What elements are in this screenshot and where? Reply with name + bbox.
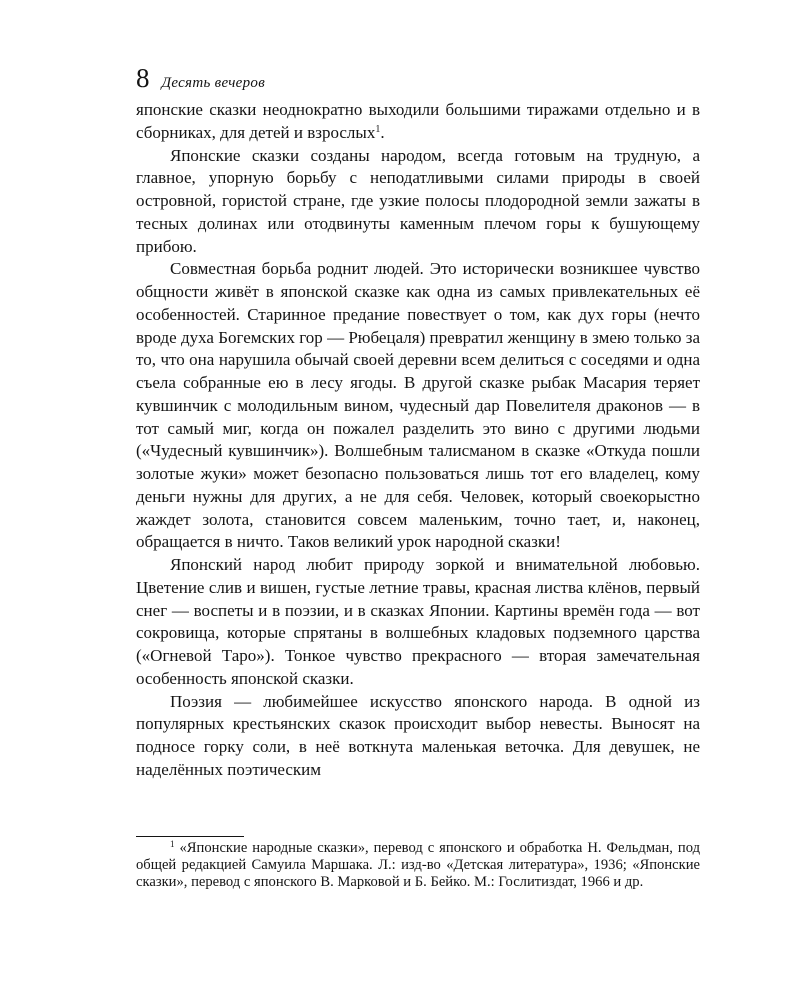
paragraph-4: Японский народ любит природу зоркой и внимательной любовью. Цветение слив и вишен, густые летние травы, красная листва клёнов, первый снег — воспеты и в поэзии, и в сказках Японии. Картины времён года — вот сокровища, которые спрятаны в волшебных кладовых подземного царства («Огневой Таро»). Тонкое чувство прекрасного — вторая замечательная особенность японской сказки. bbox=[136, 555, 700, 688]
paragraph-5: Поэзия — любимейшее искусство японского народа. В одной из популярных крестьянских сказок происходит выбор невесты. Выносят на подносе горку соли, в неё воткнута маленькая веточка. Для девушек, не наделённых поэтическим bbox=[136, 691, 700, 779]
paragraph-1-text: японские сказки неоднократно выходили большими тиражами отдельно и в сборниках, для детей и взрослых bbox=[136, 100, 700, 142]
footnote-divider bbox=[136, 836, 244, 837]
paragraph-1-end: . bbox=[380, 122, 385, 142]
footnote-text: «Японские народные сказки», перевод с японского и обработка Н. Фельдман, под общей редакцией Самуила Маршака. Л.: изд-во «Детская литература», 1936; «Японские сказки», перевод с японского В. Марковой и Б. Бейко. М.: Гослитиздат, 1966 и др. bbox=[136, 840, 700, 891]
page-header bbox=[136, 62, 700, 94]
footnote-number: 1 bbox=[170, 839, 175, 849]
body-text bbox=[136, 99, 700, 782]
footnote bbox=[136, 840, 700, 892]
paragraph-3: Совместная борьба роднит людей. Это исторически возникшее чувство общности живёт в японской сказке как одна из самых привлекательных её особенностей. Старинное предание повествует о том, как дух горы (нечто вроде духа Богемских гор — Рюбецаля) превратил женщину в змею только за то, что она нарушила обычай своей деревни всем делиться с соседями и одна съела собранные ею в лесу ягоды. В другой сказке рыбак Масария теряет кувшинчик с молодильным вином, чудесный дар Повелителя драконов — в тот самый миг, когда он пожалел разделить это вино с другими людьми («Чудесный кувшинчик»). Волшебным талисманом в сказке «Откуда пошли золотые жуки» может безопасно пользоваться лишь тот его владелец, кому деньги нужны для других, а не для себя. Человек, который своекорыстно жаждет золота, становится совсем маленьким, точно тает, и, наконец, обращается в ничто. Таков великий урок народной сказки! bbox=[136, 259, 700, 552]
page-number: 8 bbox=[136, 63, 150, 93]
running-title: Десять вечеров bbox=[161, 75, 266, 91]
footnote-reference[interactable]: 1 bbox=[375, 123, 381, 135]
paragraph-2: Японские сказки созданы народом, всегда готовым на трудную, а главное, упорную борьбу с неподатливыми силами природы в своей островной, гористой стране, где узкие полосы плодородной земли зажаты в тесных долинах или отодвинуты каменным плечом горы к бушующему прибою. bbox=[136, 145, 700, 256]
paragraph-1 bbox=[136, 99, 700, 145]
